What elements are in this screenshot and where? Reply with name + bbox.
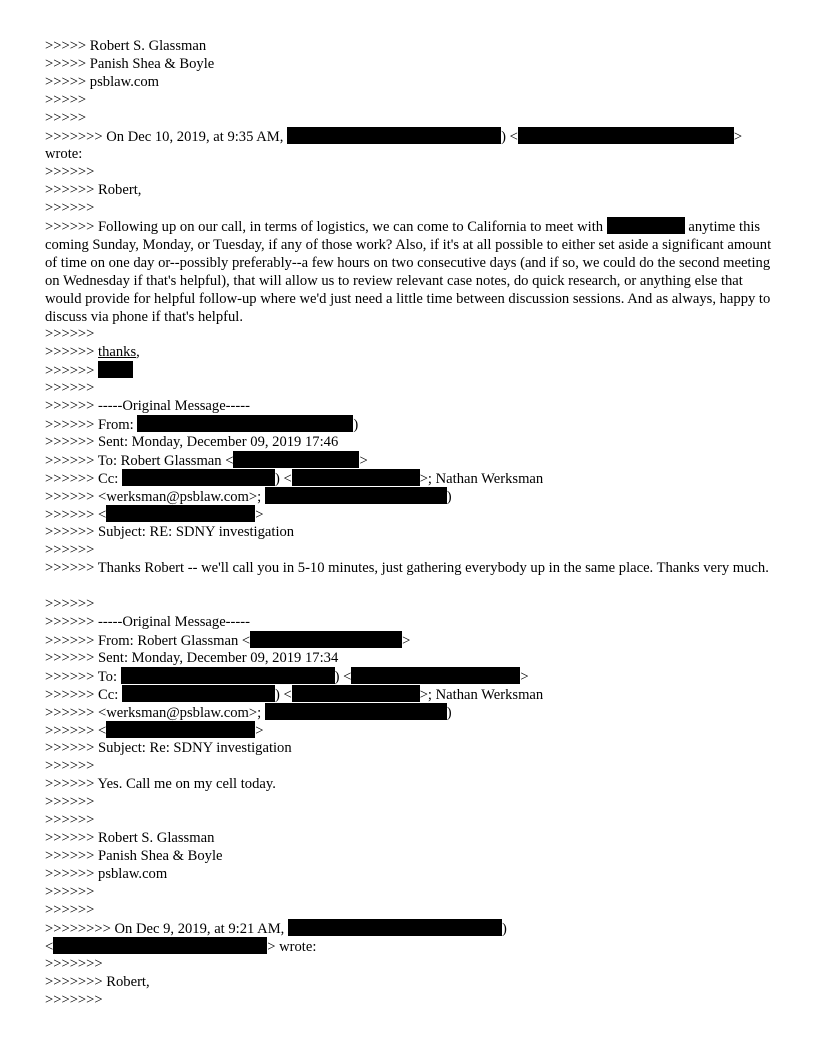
header-from [45, 415, 358, 434]
signoff-text: thanks [98, 344, 137, 360]
header-text: >>>>>> To: Robert Glassman < [45, 453, 234, 469]
header-text: >>>>>> Cc: [45, 687, 119, 703]
quote-line: >>>>>> [45, 884, 95, 900]
body-text: >>>>>> Yes. Call me on my cell today. [45, 776, 276, 792]
redaction-block [121, 667, 335, 684]
header-cc-cont [45, 703, 452, 722]
header-text: >; Nathan Werksman [419, 687, 544, 703]
header-text: >>>>>> To: [45, 669, 118, 685]
signature-name: >>>>>> Robert S. Glassman [45, 830, 215, 846]
redaction-block [122, 685, 275, 702]
redaction-block [265, 487, 447, 504]
redaction-block [233, 451, 359, 468]
reply-header [45, 127, 742, 146]
redaction-block [287, 127, 501, 144]
signature-name: >>>>> Robert S. Glassman [45, 38, 207, 54]
header-sent: >>>>>> Sent: Monday, December 09, 2019 17:46 [45, 434, 339, 450]
quote-line: >>>>>>> [45, 992, 103, 1008]
reply-header-wrote [45, 937, 316, 956]
quote-line: >>>>>>> [45, 956, 103, 972]
reply-header-text: ) [502, 921, 507, 937]
header-text: ) [446, 705, 452, 721]
header-text: > [255, 507, 264, 523]
original-message-divider: >>>>>> -----Original Message----- [45, 398, 250, 414]
header-cc [45, 469, 543, 488]
redaction-block [106, 721, 255, 738]
header-text: > [402, 633, 411, 649]
signoff-text: , [136, 344, 140, 360]
header-text: >>>>>> From: Robert Glassman < [45, 633, 251, 649]
header-text: >>>>>> From: [45, 417, 134, 433]
redaction-block [292, 685, 420, 702]
redaction-block [292, 469, 420, 486]
signoff-text: >>>>>> [45, 344, 99, 360]
reply-header [45, 919, 507, 938]
quote-line: >>>>>> [45, 380, 95, 396]
quote-line: >>>>>> [45, 326, 95, 342]
header-text: > [359, 453, 368, 469]
header-cc-cont [45, 721, 264, 740]
signoff [45, 343, 140, 361]
quote-line: >>>>>> [45, 794, 95, 810]
header-subject: >>>>>> Subject: Re: SDNY investigation [45, 740, 292, 756]
header-text: >; Nathan Werksman [419, 471, 544, 487]
greeting: >>>>>> Robert, [45, 182, 142, 198]
header-from [45, 631, 410, 650]
redaction-block [106, 505, 255, 522]
reply-header-text: >>>>>>> On Dec 10, 2019, at 9:35 AM, [45, 129, 284, 145]
signature-firm: >>>>>> Panish Shea & Boyle [45, 848, 223, 864]
reply-header-text: > wrote: [267, 939, 317, 955]
redaction-block [53, 937, 267, 954]
header-text: ) [353, 417, 359, 433]
redaction-block [137, 415, 353, 432]
quote-line: >>>>>> [45, 200, 95, 216]
reply-header-wrote: wrote: [45, 146, 83, 162]
quote-line: >>>>>> [45, 812, 95, 828]
reply-header-text: > [733, 129, 743, 145]
body-paragraph [45, 217, 773, 326]
greeting: >>>>>>> Robert, [45, 974, 150, 990]
redaction-block [250, 631, 402, 648]
quote-line: >>>>>> [45, 596, 95, 612]
quote-prefix: >>>>>> [45, 363, 95, 379]
signature-site: >>>>> psblaw.com [45, 74, 159, 90]
redaction-block [98, 361, 133, 378]
quote-line: >>>>> [45, 110, 87, 126]
header-subject: >>>>>> Subject: RE: SDNY investigation [45, 524, 295, 540]
signature-site: >>>>>> psblaw.com [45, 866, 168, 882]
header-text: >>>>>> Cc: [45, 471, 119, 487]
header-text: > [255, 723, 264, 739]
signoff-name [45, 361, 133, 380]
quote-line: >>>>>> [45, 542, 95, 558]
reply-header-text: < [45, 939, 54, 955]
quote-line: >>>>>> [45, 758, 95, 774]
header-text: >>>>>> < [45, 723, 107, 739]
header-cc [45, 685, 543, 704]
redaction-block [351, 667, 520, 684]
header-text: >>>>>> < [45, 507, 107, 523]
body-text: >>>>>> Following up on our call, in terms of logistics, we can come to California to meet with [45, 219, 607, 235]
redaction-block [288, 919, 502, 936]
header-text: >>>>>> <werksman@psblaw.com>; [45, 705, 262, 721]
reply-header-text: >>>>>>>> On Dec 9, 2019, at 9:21 AM, [45, 921, 285, 937]
header-cc-cont [45, 487, 452, 506]
redaction-block [122, 469, 275, 486]
header-text: ) < [334, 669, 352, 685]
body-paragraph: >>>>>> Thanks Robert -- we'll call you in 5-10 minutes, just gathering everybody up in the same place. Thanks very much. [45, 560, 769, 576]
signature-firm: >>>>> Panish Shea & Boyle [45, 56, 215, 72]
quote-line: >>>>>> [45, 164, 95, 180]
quote-line: >>>>> [45, 92, 87, 108]
header-sent: >>>>>> Sent: Monday, December 09, 2019 17:34 [45, 650, 339, 666]
reply-header-text: ) < [501, 129, 518, 145]
header-text: ) < [274, 687, 292, 703]
header-text: >>>>>> <werksman@psblaw.com>; [45, 489, 262, 505]
header-to [45, 451, 368, 470]
header-text: ) [446, 489, 452, 505]
quote-line: >>>>>> [45, 902, 95, 918]
redaction-block [518, 127, 734, 144]
redaction-block [265, 703, 447, 720]
original-message-divider: >>>>>> -----Original Message----- [45, 614, 250, 630]
body-text: anytime this coming Sunday, Monday, or Tuesday, if any of those work? Also, if it's at all possible to either set aside a significant amount of time on one day or--possibly preferably--a few hours on two consecutive days (and if so, we could do the second meeting on Wednesday if that's helpful), that will allow us to review relevant case notes, do quick research, or anything else that would provide for helpful follow-up where we'd just need a little time between discussion sessions. And as always, happy to discuss via phone if that's helpful. [45, 219, 772, 325]
redaction-block [607, 217, 685, 234]
header-text: > [520, 669, 529, 685]
header-to [45, 667, 529, 686]
header-text: ) < [274, 471, 292, 487]
header-cc-cont [45, 505, 264, 524]
